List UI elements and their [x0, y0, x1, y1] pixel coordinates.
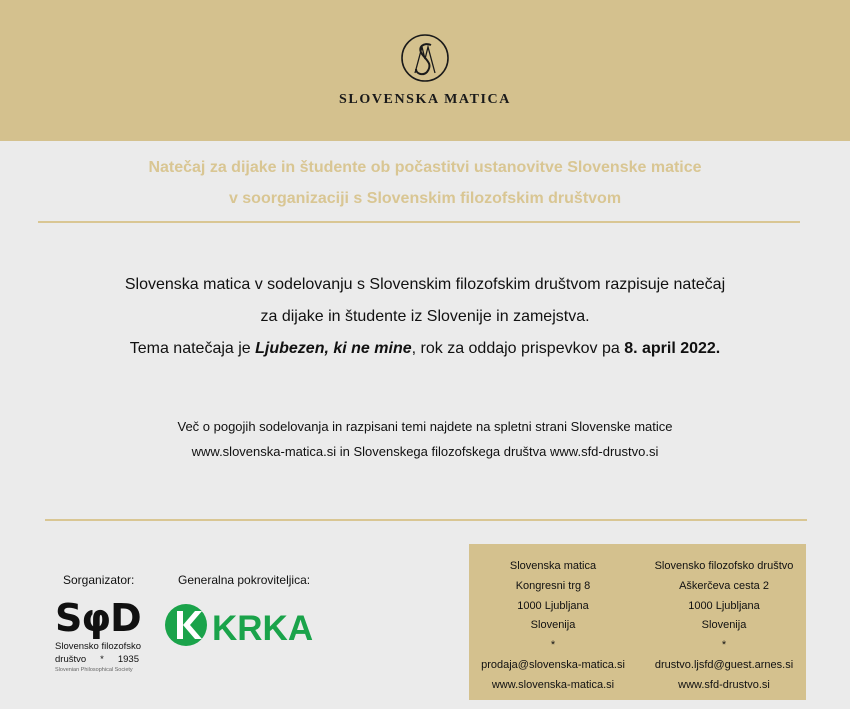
contact-name: Slovenska matica	[509, 560, 597, 572]
contact-sfd	[640, 544, 808, 696]
contact-separator: *	[550, 639, 556, 652]
contact-country: Slovenija	[530, 619, 576, 632]
contact-city: 1000 Ljubljana	[517, 599, 589, 612]
headline-line-2: v soorganizaciji s Slovenskim filozofskim društvom	[228, 190, 622, 207]
top-divider	[38, 221, 800, 223]
announcement-line-1: Slovenska matica v sodelovanju s Slovenskim filozofskim društvom razpisuje natečaj	[124, 276, 726, 293]
info-line-1: Več o pogojih sodelovanja in razpisani temi najdete na spletni strani Slovenske matice	[177, 419, 673, 434]
announcement-line-2: za dijake in študente iz Slovenije in zamejstva.	[260, 308, 590, 325]
sfd-logo-name-line-2	[55, 654, 139, 665]
contact-street: Kongresni trg 8	[515, 579, 591, 592]
header-banner	[0, 0, 850, 141]
krka-logo	[165, 602, 315, 648]
info-line-2: www.slovenska-matica.si in Slovenskega filozofskega društva www.sfd-drustvo.si	[191, 444, 659, 459]
deadline-prefix: , rok za oddajo prispevkov pa	[411, 340, 625, 357]
contact-email[interactable]: prodaja@slovenska-matica.si	[481, 658, 625, 671]
contact-name: Slovensko filozofsko društvo	[654, 560, 794, 572]
contact-box	[469, 544, 806, 700]
competition-theme: Ljubezen, ki ne mine	[255, 340, 412, 357]
theme-prefix: Tema natečaja je	[129, 340, 256, 357]
sfd-logo-mark: SφD	[55, 596, 141, 640]
deadline-date: 8. april 2022.	[624, 340, 721, 357]
contact-separator: *	[721, 639, 727, 652]
sfd-logo-english: Slovenian Philosophical Society	[55, 667, 133, 673]
sfd-logo-year: 1935	[117, 654, 139, 665]
krka-logo-text: KRKA	[212, 609, 314, 648]
bottom-divider	[45, 519, 807, 521]
slovenska-matica-emblem-icon	[400, 33, 450, 83]
contact-country: Slovenija	[701, 619, 747, 632]
general-sponsor-label: Generalna pokroviteljica:	[178, 573, 311, 587]
contact-street: Aškerčeva cesta 2	[679, 579, 769, 592]
contact-slovenska-matica	[469, 544, 637, 696]
contact-web[interactable]: www.sfd-drustvo.si	[678, 678, 770, 691]
headline-line-1: Natečaj za dijake in študente ob počastitvi ustanovitve Slovenske matice	[148, 159, 702, 176]
sfd-logo	[55, 597, 155, 683]
sfd-logo-word: društvo	[55, 654, 87, 665]
sfd-logo-star: *	[100, 654, 104, 665]
contact-city: 1000 Ljubljana	[688, 599, 760, 612]
contact-web[interactable]: www.slovenska-matica.si	[491, 678, 615, 691]
brand-name: SLOVENSKA MATICA	[339, 92, 511, 107]
co-organizer-label: Sorganizator:	[63, 573, 135, 587]
announcement-line-3	[0, 340, 850, 358]
contact-email[interactable]: drustvo.ljsfd@guest.arnes.si	[654, 658, 794, 671]
sfd-logo-name: Slovensko filozofsko	[55, 641, 142, 652]
